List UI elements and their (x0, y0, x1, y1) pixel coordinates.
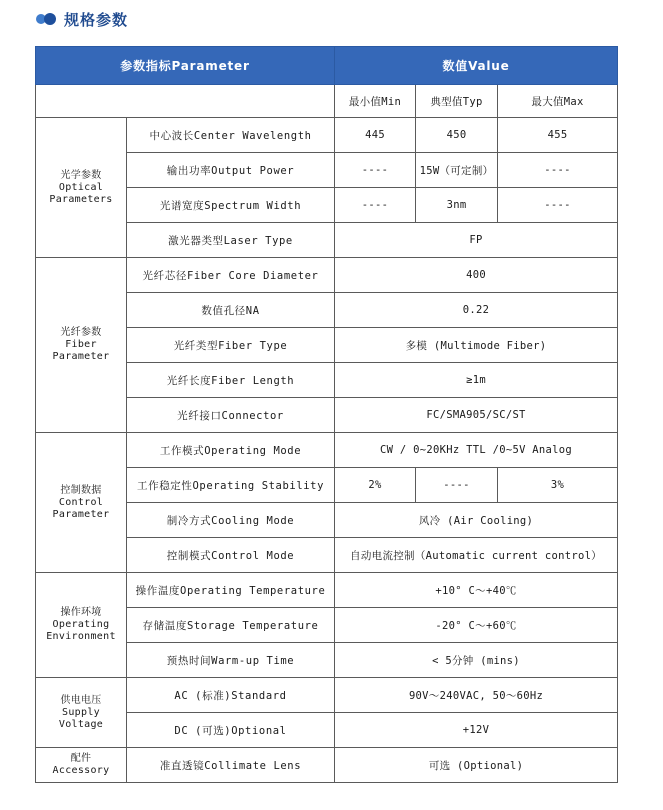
value-laser-type: FP (335, 223, 618, 258)
param-na: 数值孔径NA (127, 293, 335, 328)
category-environment: 操作环境 Operating Environment (36, 573, 127, 678)
subheader-typ: 典型值Typ (416, 85, 498, 118)
param-output-power: 输出功率Output Power (127, 153, 335, 188)
param-connector: 光纤接口Connector (127, 398, 335, 433)
param-laser-type: 激光器类型Laser Type (127, 223, 335, 258)
value-operating-mode: CW / 0~20KHz TTL /0~5V Analog (335, 433, 618, 468)
value-dc: +12V (335, 713, 618, 748)
value-fiber-length: ≥1m (335, 363, 618, 398)
param-lens: 准直透镜Collimate Lens (127, 748, 335, 783)
value-fiber-type: 多模 (Multimode Fiber) (335, 328, 618, 363)
value-na: 0.22 (335, 293, 618, 328)
value-cooling: 风冷 (Air Cooling) (335, 503, 618, 538)
value-min: ---- (335, 188, 416, 223)
value-max: 3% (498, 468, 618, 503)
header-value: 数值Value (335, 47, 618, 85)
value-lens: 可选 (Optional) (335, 748, 618, 783)
value-min: ---- (335, 153, 416, 188)
category-optical: 光学参数 Optical Parameters (36, 118, 127, 258)
param-core-diameter: 光纤芯径Fiber Core Diameter (127, 258, 335, 293)
category-fiber: 光纤参数 Fiber Parameter (36, 258, 127, 433)
value-typ: 450 (416, 118, 498, 153)
category-power: 供电电压 Supply Voltage (36, 678, 127, 748)
value-max: 455 (498, 118, 618, 153)
value-operating-temp: +10° C～+40℃ (335, 573, 618, 608)
category-control: 控制数据 Control Parameter (36, 433, 127, 573)
table-row (36, 258, 618, 293)
param-operating-mode: 工作模式Operating Mode (127, 433, 335, 468)
table-row (36, 433, 618, 468)
section-title: 规格参数 (64, 10, 129, 29)
table-row (36, 118, 618, 153)
table-row (36, 678, 618, 713)
param-dc: DC (可选)Optional (127, 713, 335, 748)
category-accessory: 配件 Accessory (36, 748, 127, 783)
param-cooling: 制冷方式Cooling Mode (127, 503, 335, 538)
value-control-mode: 自动电流控制（Automatic current control） (335, 538, 618, 573)
header-parameter: 参数指标Parameter (36, 47, 335, 85)
bullet-dots-icon (36, 13, 58, 25)
value-typ: 15W（可定制） (416, 153, 498, 188)
value-typ: ---- (416, 468, 498, 503)
value-core-diameter: 400 (335, 258, 618, 293)
table-row (36, 748, 618, 783)
subheader-row (36, 85, 618, 118)
value-max: ---- (498, 188, 618, 223)
value-connector: FC/SMA905/SC/ST (335, 398, 618, 433)
param-fiber-type: 光纤类型Fiber Type (127, 328, 335, 363)
param-warmup: 预热时间Warm-up Time (127, 643, 335, 678)
value-min: 445 (335, 118, 416, 153)
param-storage-temp: 存储温度Storage Temperature (127, 608, 335, 643)
section-heading (36, 9, 128, 29)
param-ac: AC (标准)Standard (127, 678, 335, 713)
value-typ: 3nm (416, 188, 498, 223)
value-warmup: < 5分钟 (mins) (335, 643, 618, 678)
param-operating-temp: 操作温度Operating Temperature (127, 573, 335, 608)
header-row (36, 47, 618, 85)
param-spectrum-width: 光谱宽度Spectrum Width (127, 188, 335, 223)
value-ac: 90V～240VAC, 50～60Hz (335, 678, 618, 713)
subheader-min: 最小值Min (335, 85, 416, 118)
table-row (36, 573, 618, 608)
param-stability: 工作稳定性Operating Stability (127, 468, 335, 503)
param-center-wavelength: 中心波长Center Wavelength (127, 118, 335, 153)
param-fiber-length: 光纤长度Fiber Length (127, 363, 335, 398)
value-min: 2% (335, 468, 416, 503)
subheader-max: 最大值Max (498, 85, 618, 118)
value-storage-temp: -20° C～+60℃ (335, 608, 618, 643)
spec-table (35, 46, 618, 783)
subheader-empty (36, 85, 335, 118)
param-control-mode: 控制模式Control Mode (127, 538, 335, 573)
value-max: ---- (498, 153, 618, 188)
